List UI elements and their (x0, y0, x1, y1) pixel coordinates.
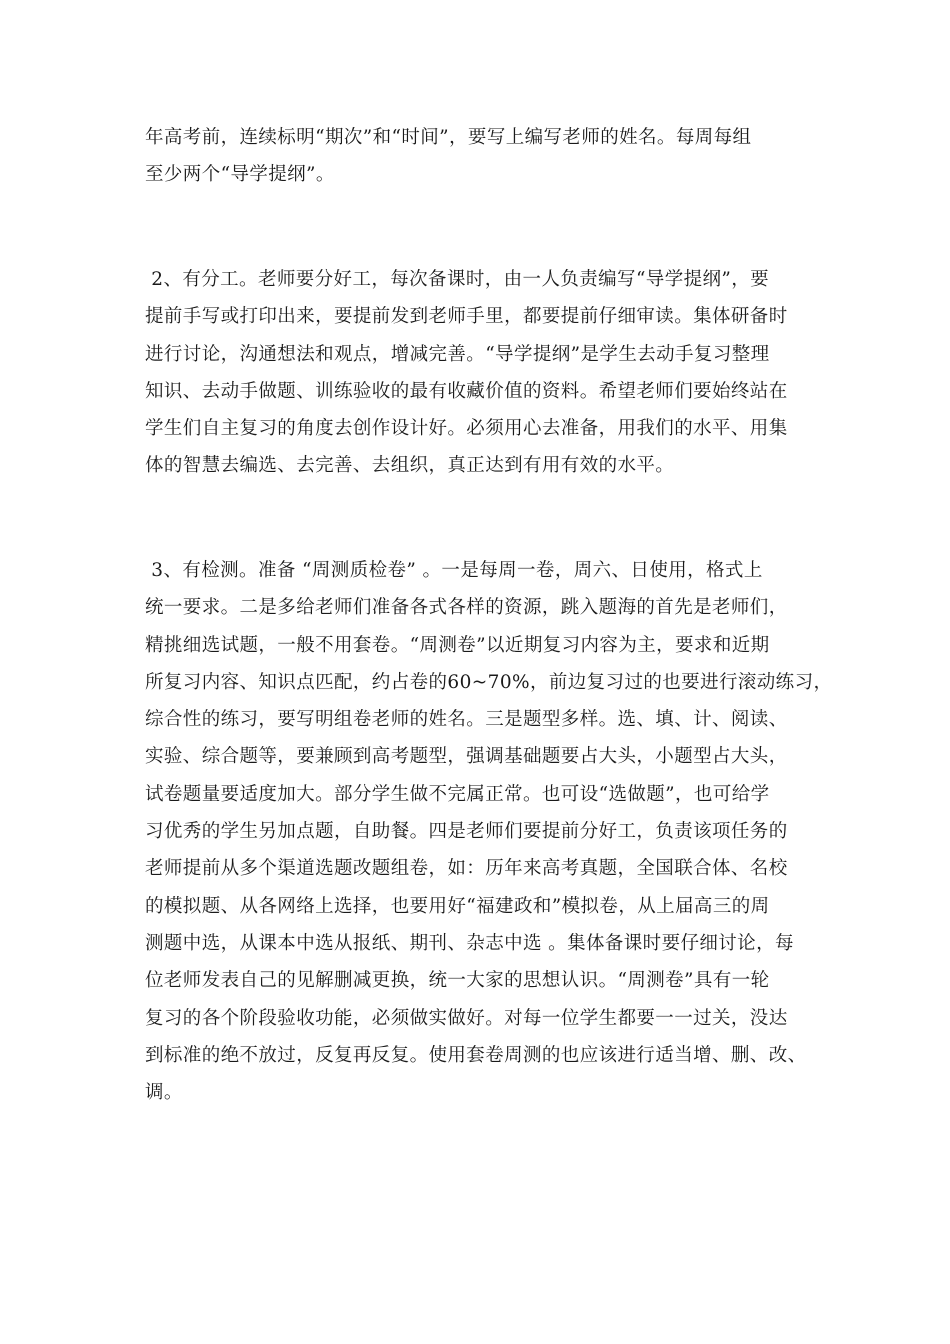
text-line: 知识、去动手做题、训练验收的最有收藏价值的资料。希望老师们要始终站在 (145, 380, 788, 402)
text-line: 老师提前从多个渠道选题改题组卷，如：历年来高考真题，全国联合体、名校 (145, 858, 788, 880)
text-line: 实验、综合题等，要兼顾到高考题型，强调基础题要占大头，小题型占大头， (145, 746, 788, 768)
text-line: 的模拟题、从各网络上选择，也要用好“福建政和”模拟卷，从上届高三的周 (145, 895, 770, 917)
text-line: 综合性的练习，要写明组卷老师的姓名。三是题型多样。选、填、计、阅读、 (145, 709, 788, 731)
text-line: 到标准的绝不放过，反复再反复。使用套卷周测的也应该进行适当增、删、改、 (145, 1044, 807, 1066)
text-line: 所复习内容、知识点匹配，约占卷的60~70%，前边复习过的也要进行滚动练习， (145, 671, 833, 693)
text-line: 调。 (145, 1082, 183, 1104)
paragraph-division-of-labor (145, 261, 825, 485)
text-line: 3、有检测。准备 “周测质检卷” 。一是每周一卷，周六、日使用，格式上 (145, 560, 763, 581)
text-line: 测题中选，从课本中选从报纸、期刊、杂志中选 。集体备课时要仔细讨论，每 (145, 932, 794, 954)
text-line: 至少两个“导学提纲”。 (145, 164, 335, 186)
paragraph-testing (145, 552, 833, 1111)
text-line: 位老师发表自己的见解删减更换，统一大家的思想认识。“周测卷”具有一轮 (145, 970, 770, 992)
text-line: 精挑细选试题，一般不用套卷。“周测卷”以近期复习内容为主，要求和近期 (145, 634, 770, 656)
text-line: 体的智慧去编选、去完善、去组织，真正达到有用有效的水平。 (145, 455, 675, 477)
text-line: 试卷题量要适度加大。部分学生做不完属正常。也可设“选做题”，也可给学 (145, 783, 770, 805)
text-line: 年高考前，连续标明“期次”和“时间”，要写上编写老师的姓名。每周每组 (145, 127, 752, 148)
text-line: 复习的各个阶段验收功能，必须做实做好。对每一位学生都要一一过关，没达 (145, 1007, 788, 1029)
text-line: 2、有分工。老师要分好工，每次备课时，由一人负责编写“导学提纲”，要 (145, 269, 770, 290)
paragraph-intro-continuation (145, 119, 825, 194)
text-line: 统一要求。二是多给老师们准备各式各样的资源，跳入题海的首先是老师们， (145, 597, 788, 619)
text-line: 进行讨论，沟通想法和观点，增减完善。“导学提纲”是学生去动手复习整理 (145, 343, 770, 365)
text-line: 习优秀的学生另加点题，自助餐。四是老师们要提前分好工，负责该项任务的 (145, 821, 788, 843)
text-line: 提前手写或打印出来，要提前发到老师手里，都要提前仔细审读。集体研备时 (145, 306, 788, 328)
text-line: 学生们自主复习的角度去创作设计好。必须用心去准备，用我们的水平、用集 (145, 418, 788, 440)
